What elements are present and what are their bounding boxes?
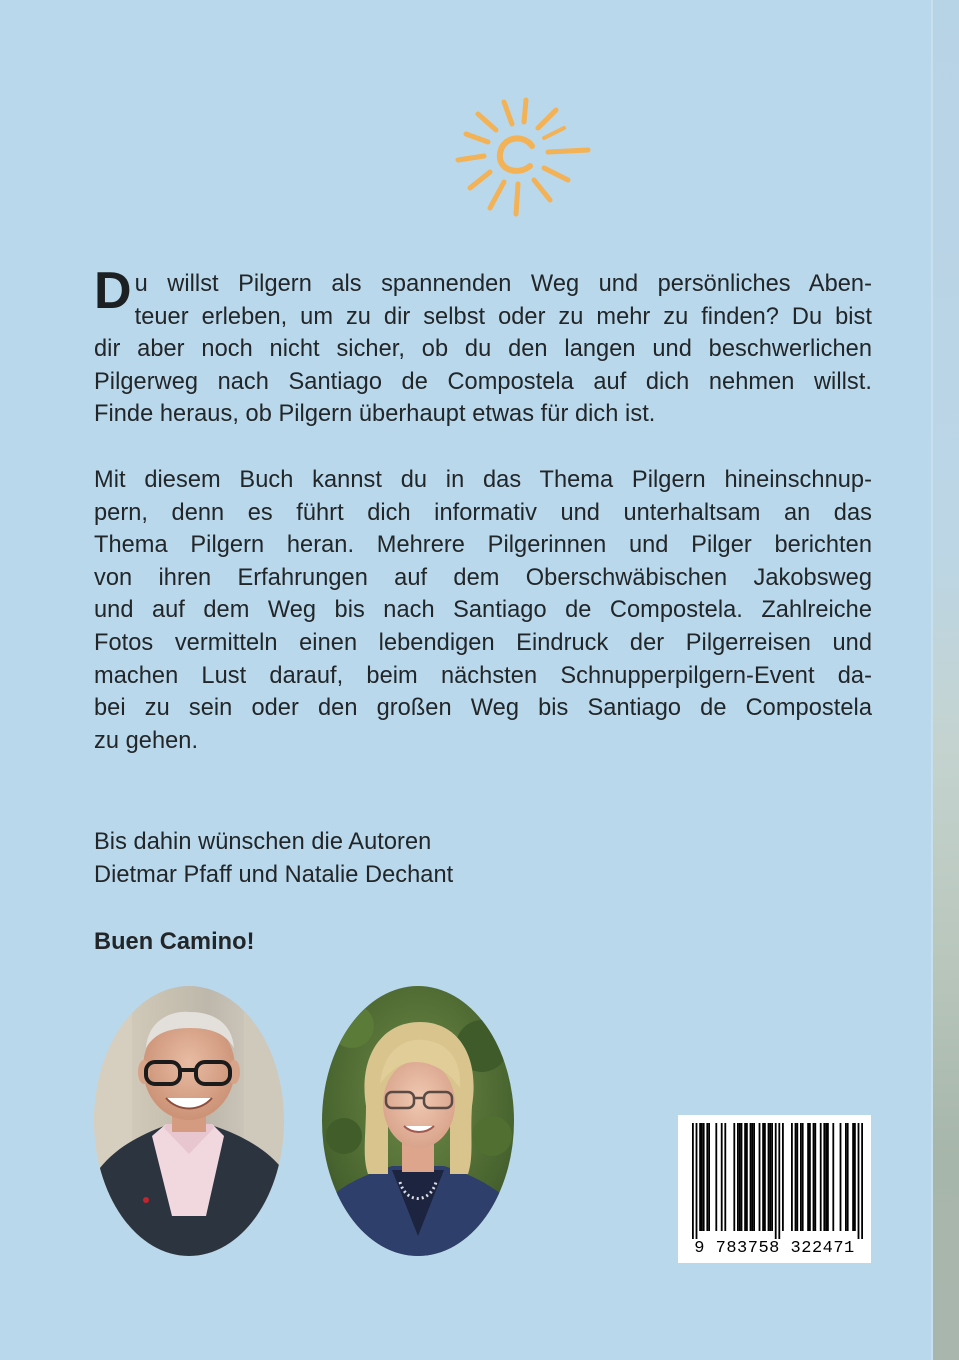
barcode-bar	[721, 1123, 723, 1231]
barcode-bar	[737, 1123, 739, 1231]
text-line: dir aber noch nicht sicher, ob du den langen und beschwerlichen	[94, 336, 872, 363]
barcode-bar	[840, 1123, 842, 1231]
text-line: Fotos vermitteln einen lebendigen Eindruck der Pilgerreisen und	[94, 629, 872, 656]
barcode-bar	[861, 1123, 863, 1239]
author-names: Dietmar Pfaff und Natalie Dechant	[94, 861, 454, 888]
barcode-bar	[692, 1123, 694, 1239]
barcode-bar	[753, 1123, 755, 1231]
barcode-bar	[809, 1123, 811, 1231]
barcode-bar	[823, 1123, 825, 1231]
barcode-bar	[759, 1123, 761, 1231]
barcode-bar	[746, 1123, 748, 1231]
barcode-bar	[771, 1123, 773, 1231]
barcode-bar	[701, 1123, 703, 1231]
drop-cap: D	[94, 262, 132, 320]
barcode-bar	[775, 1123, 777, 1239]
barcode-bar	[814, 1123, 816, 1231]
barcode-bar	[769, 1123, 771, 1231]
text-line: pern, denn es führt dich informativ und unterhaltsam an das	[94, 499, 872, 526]
barcode-bar	[768, 1123, 770, 1231]
barcode-bar	[796, 1123, 798, 1231]
barcode-bar	[858, 1123, 860, 1239]
isbn-barcode	[678, 1115, 871, 1263]
barcode-bar	[825, 1123, 827, 1231]
barcode-bar	[764, 1123, 766, 1231]
text-line: zu gehen.	[94, 727, 199, 754]
barcode-bar	[802, 1123, 804, 1231]
barcode-bar	[795, 1123, 797, 1231]
barcode-bar	[800, 1123, 802, 1231]
cover-edge-highlight	[931, 0, 933, 1360]
barcode-bar	[807, 1123, 809, 1231]
sun-icon	[452, 96, 592, 220]
barcode-bar	[699, 1123, 701, 1231]
barcode-bar	[708, 1123, 710, 1231]
text-line: Pilgerweg nach Santiago de Compostela auf dich nehmen willst.	[94, 368, 872, 395]
barcode-bar	[820, 1123, 822, 1231]
text-line: und auf dem Weg bis nach Santiago de Compostela. Zahlreiche	[94, 597, 872, 624]
barcode-bar	[750, 1123, 752, 1231]
barcode-bar	[733, 1123, 735, 1231]
barcode-bar	[791, 1123, 793, 1231]
text-line: machen Lust darauf, beim nächsten Schnupperpilgern-Event da-	[94, 662, 872, 689]
text-line: u willst Pilgern als spannenden Weg und persönliches Aben-	[134, 271, 872, 297]
barcode-bar	[724, 1123, 726, 1231]
author-portrait-natalie	[322, 986, 514, 1256]
barcode-bar	[845, 1123, 847, 1231]
barcode-bar	[854, 1123, 856, 1231]
blurb-paragraph-1	[94, 262, 872, 431]
barcode-bar	[739, 1123, 741, 1231]
barcode-bar	[782, 1123, 784, 1231]
barcode-bar	[852, 1123, 854, 1231]
cover-edge-strip	[933, 0, 959, 1360]
text-line: bei zu sein oder den großen Weg bis Santiago de Compostela	[94, 695, 872, 722]
author-portrait-dietmar	[94, 986, 284, 1256]
text-line: Mit diesem Buch kannst du in das Thema Pilgern hineinschnup-	[94, 467, 872, 493]
barcode-bar	[751, 1123, 753, 1231]
blurb-paragraph-2	[94, 464, 872, 757]
text-line: Finde heraus, ob Pilgern überhaupt etwas für dich ist.	[94, 401, 656, 428]
barcode-bar	[744, 1123, 746, 1231]
barcode-bar	[741, 1123, 743, 1231]
text-line: teuer erleben, um zu dir selbst oder zu mehr zu finden? Du bist	[134, 303, 872, 330]
barcode-bars	[678, 1115, 871, 1239]
barcode-bar	[778, 1123, 780, 1239]
closing-line: Bis dahin wünschen die Autoren	[94, 829, 432, 855]
closing-greeting	[94, 826, 872, 891]
barcode-bar	[813, 1123, 815, 1231]
signoff: Buen Camino!	[94, 929, 255, 955]
barcode-bar	[706, 1123, 708, 1231]
isbn-number: 9 783758 322471	[694, 1239, 855, 1258]
barcode-bar	[762, 1123, 764, 1231]
barcode-bar	[832, 1123, 834, 1231]
barcode-bar	[827, 1123, 829, 1231]
text-line: von ihren Erfahrungen auf dem Oberschwäbischen Jakobsweg	[94, 564, 872, 591]
barcode-bar	[847, 1123, 849, 1231]
barcode-bar	[703, 1123, 705, 1231]
text-line: Thema Pilgern heran. Mehrere Pilgerinnen und Pilger berichten	[94, 532, 872, 559]
barcode-bar	[696, 1123, 698, 1239]
barcode-bar	[715, 1123, 717, 1231]
